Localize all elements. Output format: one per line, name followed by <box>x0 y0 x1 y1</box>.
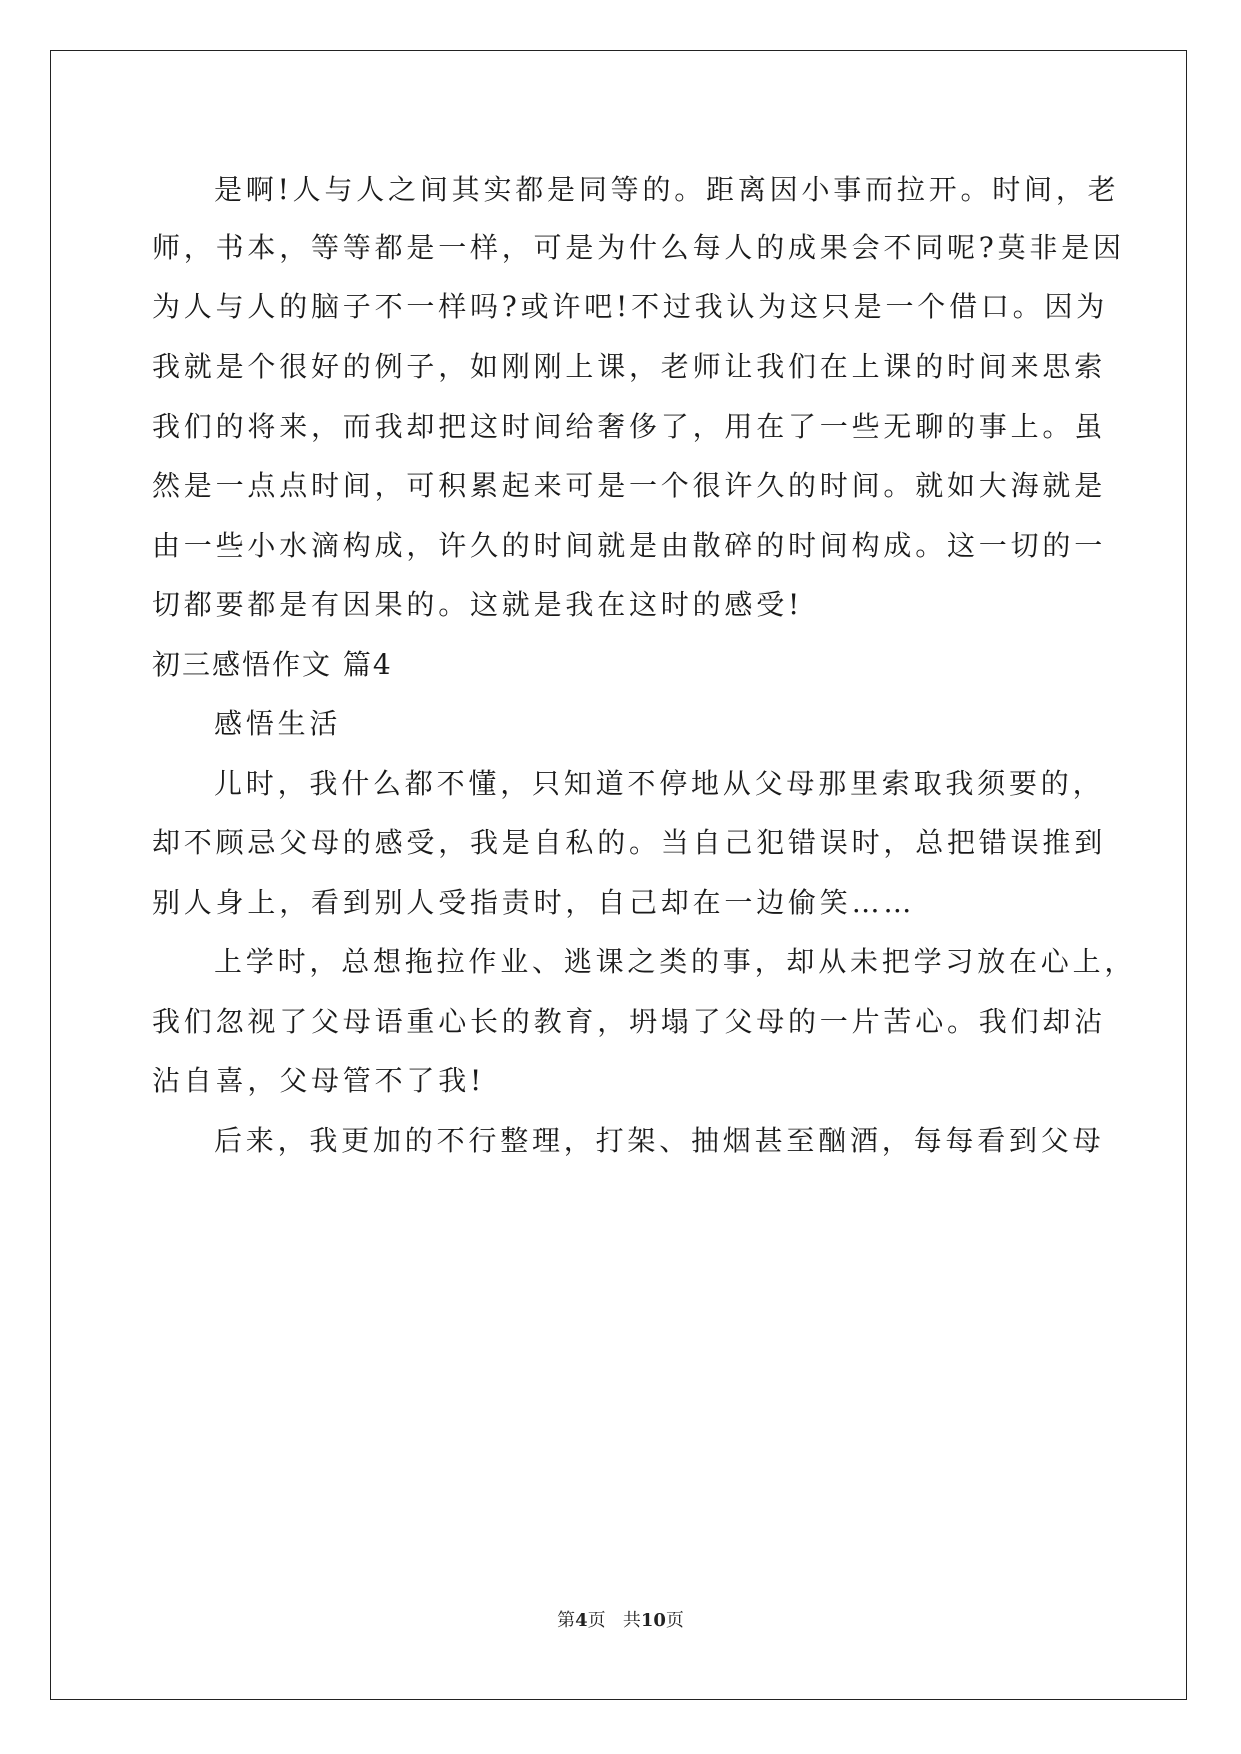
paragraph-line: 上学时，总想拖拉作业、逃课之类的事，却从未把学习放在心上， <box>214 945 1137 978</box>
section-heading: 初三感悟作文 篇4 <box>152 648 393 681</box>
subtitle: 感悟生活 <box>214 707 342 740</box>
paragraph-line: 然是一点点时间，可积累起来可是一个很许久的时间。就如大海就是 <box>152 469 1107 502</box>
paragraph-line: 我们的将来，而我却把这时间给奢侈了，用在了一些无聊的事上。虽 <box>152 410 1107 443</box>
paragraph-line: 是啊!人与人之间其实都是同等的。距离因小事而拉开。时间，老 <box>214 173 1120 206</box>
footer-page-suffix: 页 <box>587 1610 606 1631</box>
paragraph-line: 切都要都是有因果的。这就是我在这时的感受! <box>152 588 804 621</box>
page-footer <box>0 1606 1241 1632</box>
paragraph-line: 师，书本，等等都是一样，可是为什么每人的成果会不同呢?莫非是因 <box>152 231 1125 264</box>
paragraph-line: 由一些小水滴构成，许久的时间就是由散碎的时间构成。这一切的一 <box>152 529 1107 562</box>
paragraph-line: 我们忽视了父母语重心长的教育，坍塌了父母的一片苦心。我们却沾 <box>152 1005 1107 1038</box>
paragraph-line: 却不顾忌父母的感受，我是自私的。当自己犯错误时，总把错误推到 <box>152 826 1107 859</box>
paragraph-line: 儿时，我什么都不懂，只知道不停地从父母那里索取我须要的， <box>214 767 1105 800</box>
footer-page-prefix: 第 <box>557 1610 576 1631</box>
footer-total-number: 10 <box>640 1610 666 1631</box>
footer-total-prefix: 共 <box>622 1610 641 1631</box>
paragraph-line: 后来，我更加的不行整理，打架、抽烟甚至酗酒，每每看到父母 <box>214 1124 1105 1157</box>
paragraph-line: 沾自喜，父母管不了我! <box>152 1064 486 1097</box>
footer-page-number: 4 <box>575 1610 588 1631</box>
paragraph-line: 别人身上，看到别人受指责时，自己却在一边偷笑…… <box>152 886 916 919</box>
footer-total-suffix: 页 <box>665 1610 684 1631</box>
paragraph-line: 我就是个很好的例子，如刚刚上课，老师让我们在上课的时间来思索 <box>152 350 1107 383</box>
paragraph-line: 为人与人的脑子不一样吗?或许吧!不过我认为这只是一个借口。因为 <box>152 290 1109 323</box>
